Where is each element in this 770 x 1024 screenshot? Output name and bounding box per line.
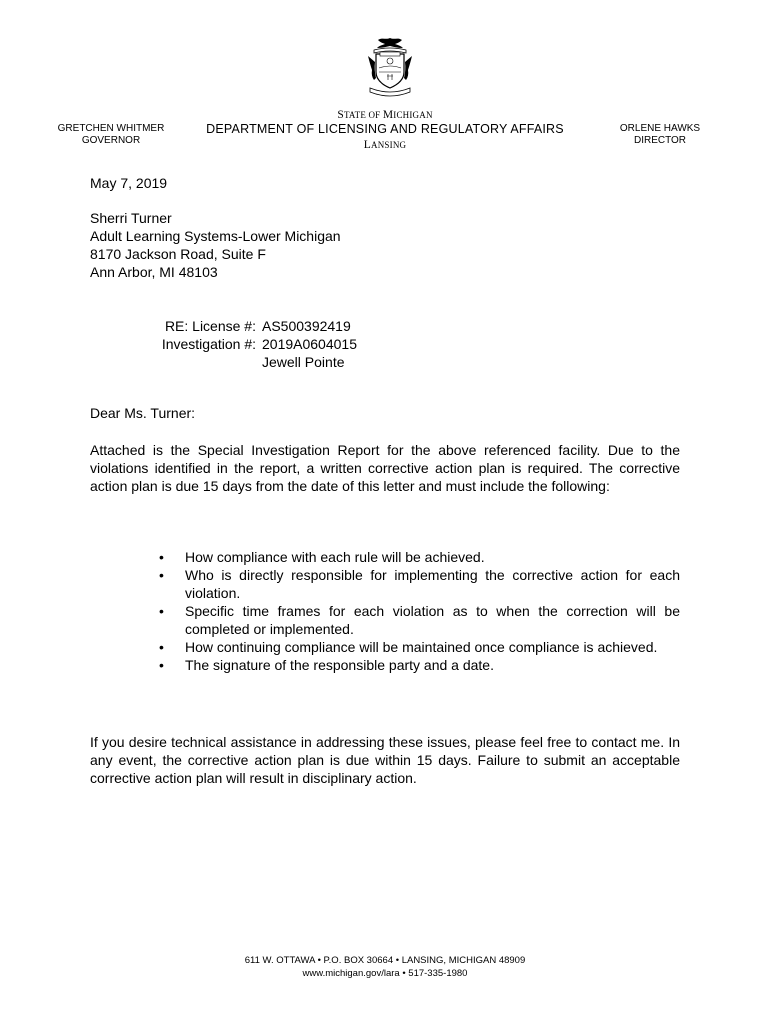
license-number: AS500392419 — [262, 318, 351, 334]
footer-address: 611 W. OTTAWA • P.O. BOX 30664 • LANSING, MICHIGAN 48909 — [244, 955, 526, 966]
director-name: ORLENE HAWKS — [619, 123, 701, 134]
bullet-icon: • — [159, 603, 164, 619]
department-name: DEPARTMENT OF LICENSING AND REGULATORY AFFAIRS — [206, 122, 564, 136]
recipient-organization: Adult Learning Systems-Lower Michigan — [90, 228, 341, 244]
recipient-address — [90, 209, 680, 281]
bullet-icon: • — [159, 639, 164, 655]
reference-values — [262, 317, 357, 371]
recipient-street: 8170 Jackson Road, Suite F — [90, 246, 266, 262]
city-heading: LANSING — [363, 139, 407, 151]
michigan-state-seal — [360, 34, 420, 98]
list-item: • Who is directly responsible for implementing the corrective action for each violation. — [159, 567, 680, 601]
facility-name: Jewell Pointe — [262, 354, 345, 370]
reference-labels — [90, 317, 256, 353]
list-item: • How continuing compliance will be maintained once compliance is achieved. — [159, 639, 658, 655]
recipient-name: Sherri Turner — [90, 210, 172, 226]
bullet-icon: • — [159, 567, 164, 583]
requirements-list — [159, 548, 680, 674]
director-title: DIRECTOR — [633, 135, 687, 146]
investigation-label: Investigation #: — [161, 336, 256, 352]
state-of-michigan-heading: STATE OF MICHIGAN — [337, 109, 433, 121]
director-block — [598, 123, 722, 147]
list-item: • The signature of the responsible party and a date. — [159, 657, 494, 673]
license-label: RE: License #: — [164, 318, 256, 334]
intro-paragraph: Attached is the Special Investigation Report for the above referenced facility. Due to the violations identified in the report, a written corrective action plan is required. The corrective action plan is due 15 days from the date of this letter and must include the following: — [90, 442, 680, 494]
governor-block — [46, 123, 176, 147]
recipient-city: Ann Arbor, MI 48103 — [90, 264, 218, 280]
footer-contact: www.michigan.gov/lara • 517-335-1980 — [302, 968, 468, 979]
letter-date: May 7, 2019 — [90, 175, 168, 191]
list-item: • How compliance with each rule will be achieved. — [159, 549, 485, 565]
governor-name: GRETCHEN WHITMER — [57, 123, 165, 134]
bullet-icon: • — [159, 549, 164, 565]
closing-paragraph: If you desire technical assistance in addressing these issues, please feel free to contact me. In any event, the corrective action plan is due within 15 days. Failure to submit an acceptable corrective action plan will result in disciplinary action. — [90, 734, 680, 786]
bullet-icon: • — [159, 657, 164, 673]
investigation-number: 2019A0604015 — [262, 336, 357, 352]
list-item: • Specific time frames for each violation as to when the correction will be completed or implemented. — [159, 603, 680, 637]
salutation: Dear Ms. Turner: — [90, 405, 196, 421]
governor-title: GOVERNOR — [81, 135, 141, 146]
